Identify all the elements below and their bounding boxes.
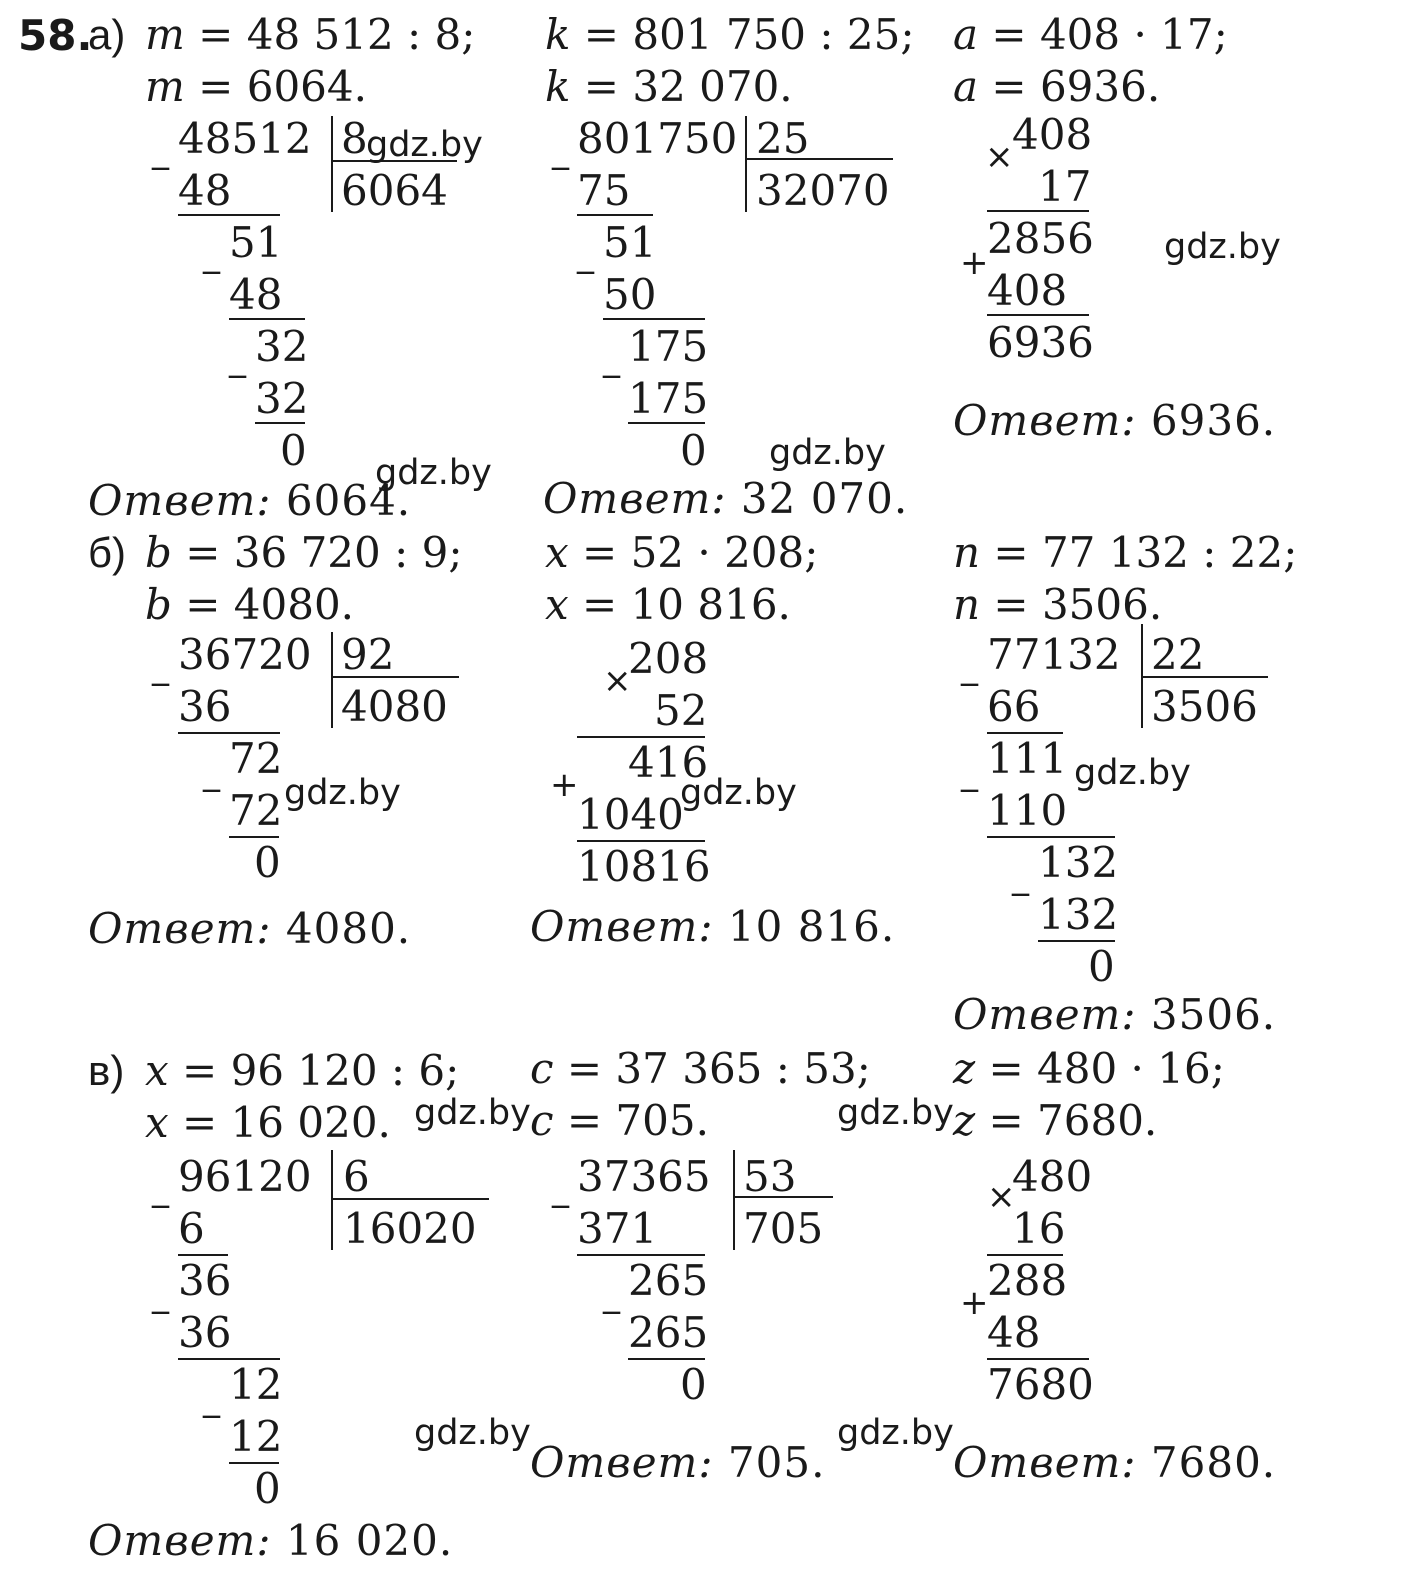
answer-value: 32 070. — [726, 474, 909, 523]
b2-result — [545, 580, 791, 629]
c1-expr: = 96 120 : 6; — [168, 1046, 460, 1095]
plus-sign: + — [550, 765, 579, 805]
c3-result — [953, 1096, 1158, 1145]
a3-factor: 408 — [1012, 110, 1093, 159]
b1-remainder: 0 — [254, 838, 281, 887]
b3-dividend: 77132 — [987, 630, 1121, 679]
answer-label: Ответ: — [543, 474, 727, 523]
b1-quotient: 4080 — [341, 682, 448, 731]
times-sign: × — [985, 137, 1014, 177]
rule-line — [255, 422, 305, 424]
b3-value: = 3506. — [980, 580, 1163, 629]
watermark: gdz.by — [414, 1413, 531, 1453]
c3-factor: 480 — [1012, 1152, 1093, 1201]
a3-var: a — [953, 10, 979, 59]
b2-expr: = 52 · 208; — [568, 528, 819, 577]
minus-sign: _ — [152, 131, 169, 171]
c1-var: x — [145, 1046, 169, 1095]
c2-dividend: 37365 — [577, 1152, 711, 1201]
answer-value: 705. — [713, 1438, 826, 1487]
rule-line — [577, 214, 653, 216]
a3-expr: = 408 · 17; — [978, 10, 1228, 59]
c1-remainder: 0 — [254, 1464, 281, 1513]
a1-equation — [145, 10, 476, 59]
division-bar — [331, 1150, 333, 1250]
answer-value: 16 020. — [271, 1516, 454, 1565]
watermark: gdz.by — [769, 433, 886, 473]
c1-step: 12 — [229, 1412, 283, 1461]
a2-step: 51 — [603, 218, 657, 267]
a2-dividend: 801750 — [577, 114, 738, 163]
c3-var: z — [953, 1044, 976, 1093]
b2-value: = 10 816. — [568, 580, 791, 629]
division-bar — [331, 632, 333, 728]
c1-step: 6 — [178, 1204, 205, 1253]
c2-remainder: 0 — [680, 1360, 707, 1409]
c2-expr: = 37 365 : 53; — [553, 1044, 871, 1093]
c1-answer — [88, 1516, 454, 1565]
answer-value: 6936. — [1136, 396, 1277, 445]
minus-sign: _ — [552, 1169, 569, 1209]
c2-var: c — [530, 1044, 554, 1093]
minus-sign: _ — [152, 1169, 169, 1209]
part-b-label: б) — [88, 529, 127, 576]
b1-value: = 4080. — [171, 580, 355, 629]
answer-label: Ответ: — [88, 1516, 272, 1565]
rule-line — [987, 314, 1089, 316]
c3-factor: 16 — [1012, 1204, 1066, 1253]
b2-product: 10816 — [577, 842, 711, 891]
a3-result — [953, 62, 1161, 111]
watermark: gdz.by — [680, 773, 797, 813]
b2-partial: 416 — [628, 738, 709, 787]
times-sign: × — [603, 661, 632, 701]
a2-divisor: 25 — [756, 114, 810, 163]
a1-var: m — [145, 62, 185, 111]
a1-step: 51 — [229, 218, 283, 267]
a3-product: 6936 — [987, 318, 1094, 367]
c1-dividend: 96120 — [178, 1152, 312, 1201]
b1-answer — [88, 904, 412, 953]
a3-var: a — [953, 62, 979, 111]
c3-product: 7680 — [987, 1360, 1094, 1409]
c3-equation — [953, 1044, 1225, 1093]
answer-label: Ответ: — [953, 1438, 1137, 1487]
c1-var: x — [145, 1098, 169, 1147]
rule-line — [603, 318, 705, 320]
c2-divisor: 53 — [743, 1152, 797, 1201]
plus-sign: + — [960, 243, 989, 283]
c1-result — [145, 1098, 391, 1147]
b3-remainder: 0 — [1088, 942, 1115, 991]
a1-result — [145, 62, 367, 111]
b1-var: b — [145, 580, 172, 629]
watermark: gdz.by — [837, 1413, 954, 1453]
b1-divisor: 92 — [341, 630, 395, 679]
c3-var: z — [953, 1096, 976, 1145]
b2-factor: 208 — [628, 634, 709, 683]
a2-remainder: 0 — [680, 426, 707, 475]
answer-value: 10 816. — [713, 902, 896, 951]
b3-var: n — [953, 528, 981, 577]
b3-step: 110 — [987, 786, 1068, 835]
division-bar — [331, 116, 333, 212]
b1-step: 72 — [229, 734, 283, 783]
answer-value: 7680. — [1136, 1438, 1277, 1487]
answer-label: Ответ: — [88, 476, 272, 525]
c1-value: = 16 020. — [168, 1098, 391, 1147]
minus-sign: _ — [229, 339, 246, 379]
b3-step: 66 — [987, 682, 1041, 731]
answer-label: Ответ: — [530, 1438, 714, 1487]
a2-step: 50 — [603, 270, 657, 319]
rule-line — [178, 214, 280, 216]
b3-step: 132 — [1038, 890, 1119, 939]
c1-step: 12 — [229, 1360, 283, 1409]
a2-value: = 32 070. — [570, 62, 793, 111]
a1-answer — [88, 476, 412, 525]
answer-label: Ответ: — [953, 396, 1137, 445]
b1-step: 36 — [178, 682, 232, 731]
watermark: gdz.by — [1164, 227, 1281, 267]
c3-answer — [953, 1438, 1277, 1487]
b3-divisor: 22 — [1151, 630, 1205, 679]
a1-value: = 6064. — [184, 62, 367, 111]
b3-expr: = 77 132 : 22; — [980, 528, 1298, 577]
b2-var: x — [545, 580, 569, 629]
watermark: gdz.by — [284, 773, 401, 813]
b3-equation — [953, 528, 1298, 577]
answer-value: 3506. — [1136, 990, 1277, 1039]
b1-expr: = 36 720 : 9; — [171, 528, 463, 577]
minus-sign: _ — [203, 753, 220, 793]
b2-factor: 52 — [654, 686, 708, 735]
a1-quotient: 6064 — [341, 166, 448, 215]
a1-divisor: 8 — [341, 114, 368, 163]
b2-var: x — [545, 528, 569, 577]
c3-partial: 288 — [987, 1256, 1068, 1305]
minus-sign: _ — [203, 235, 220, 275]
b1-equation — [145, 528, 463, 577]
c1-divisor: 6 — [343, 1152, 370, 1201]
a2-var: k — [545, 62, 571, 111]
c1-equation — [145, 1046, 460, 1095]
a1-step: 48 — [178, 166, 232, 215]
a2-step: 175 — [628, 374, 709, 423]
c2-quotient: 705 — [743, 1204, 824, 1253]
b3-result — [953, 580, 1163, 629]
a1-step: 48 — [229, 270, 283, 319]
rule-line — [628, 422, 705, 424]
b1-result — [145, 580, 355, 629]
division-bar — [745, 116, 747, 212]
minus-sign: _ — [152, 647, 169, 687]
b2-partial: 1040 — [577, 790, 684, 839]
minus-sign: _ — [603, 1275, 620, 1315]
b3-quotient: 3506 — [1151, 682, 1258, 731]
rule-line — [987, 210, 1089, 212]
minus-sign: _ — [552, 131, 569, 171]
watermark: gdz.by — [414, 1093, 531, 1133]
answer-label: Ответ: — [530, 902, 714, 951]
b1-var: b — [145, 528, 172, 577]
b2-answer — [530, 902, 896, 951]
b3-var: n — [953, 580, 981, 629]
c2-var: c — [530, 1096, 554, 1145]
a1-step: 32 — [255, 322, 309, 371]
minus-sign: _ — [961, 647, 978, 687]
c3-value: = 7680. — [975, 1096, 1158, 1145]
a3-answer — [953, 396, 1277, 445]
c1-step: 36 — [178, 1256, 232, 1305]
answer-value: 4080. — [271, 904, 412, 953]
a3-factor: 17 — [1038, 162, 1092, 211]
times-sign: × — [987, 1177, 1016, 1217]
a1-expr: = 48 512 : 8; — [184, 10, 476, 59]
c1-quotient: 16020 — [343, 1204, 477, 1253]
a1-remainder: 0 — [280, 426, 307, 475]
b3-step: 132 — [1038, 838, 1119, 887]
c2-step: 265 — [628, 1256, 709, 1305]
a2-step: 75 — [577, 166, 631, 215]
a3-partial: 408 — [987, 266, 1068, 315]
answer-value: 6064. — [271, 476, 412, 525]
part-a-label: а) — [88, 11, 126, 58]
a3-partial: 2856 — [987, 214, 1094, 263]
watermark: gdz.by — [375, 453, 492, 493]
a2-equation — [545, 10, 915, 59]
watermark: gdz.by — [1074, 753, 1191, 793]
c2-equation — [530, 1044, 871, 1093]
c2-result — [530, 1096, 709, 1145]
a2-expr: = 801 750 : 25; — [570, 10, 915, 59]
c3-partial: 48 — [987, 1308, 1041, 1357]
b2-equation — [545, 528, 819, 577]
a1-dividend: 48512 — [178, 114, 312, 163]
c2-value: = 705. — [553, 1096, 709, 1145]
b3-answer — [953, 990, 1277, 1039]
answer-label: Ответ: — [88, 904, 272, 953]
problem-number: 58. — [18, 11, 93, 60]
rule-line — [229, 318, 305, 320]
c2-step: 371 — [577, 1204, 658, 1253]
b3-step: 111 — [987, 734, 1068, 783]
b1-dividend: 36720 — [178, 630, 312, 679]
answer-label: Ответ: — [953, 990, 1137, 1039]
minus-sign: _ — [961, 753, 978, 793]
c3-expr: = 480 · 16; — [975, 1044, 1225, 1093]
c2-step: 265 — [628, 1308, 709, 1357]
a2-result — [545, 62, 793, 111]
minus-sign: _ — [1012, 857, 1029, 897]
a3-equation — [953, 10, 1228, 59]
a1-var: m — [145, 10, 185, 59]
minus-sign: _ — [603, 339, 620, 379]
plus-sign: + — [960, 1283, 989, 1323]
minus-sign: _ — [203, 1379, 220, 1419]
minus-sign: _ — [577, 235, 594, 275]
watermark: gdz.by — [837, 1093, 954, 1133]
watermark: gdz.by — [366, 125, 483, 165]
c1-step: 36 — [178, 1308, 232, 1357]
minus-sign: _ — [152, 1275, 169, 1315]
a1-step: 32 — [255, 374, 309, 423]
a2-step: 175 — [628, 322, 709, 371]
b1-step: 72 — [229, 786, 283, 835]
part-c-label: в) — [88, 1047, 125, 1094]
a2-answer — [543, 474, 909, 523]
division-bar — [733, 1150, 735, 1250]
a2-quotient: 32070 — [756, 166, 890, 215]
c2-answer — [530, 1438, 826, 1487]
a3-value: = 6936. — [978, 62, 1161, 111]
a2-var: k — [545, 10, 571, 59]
